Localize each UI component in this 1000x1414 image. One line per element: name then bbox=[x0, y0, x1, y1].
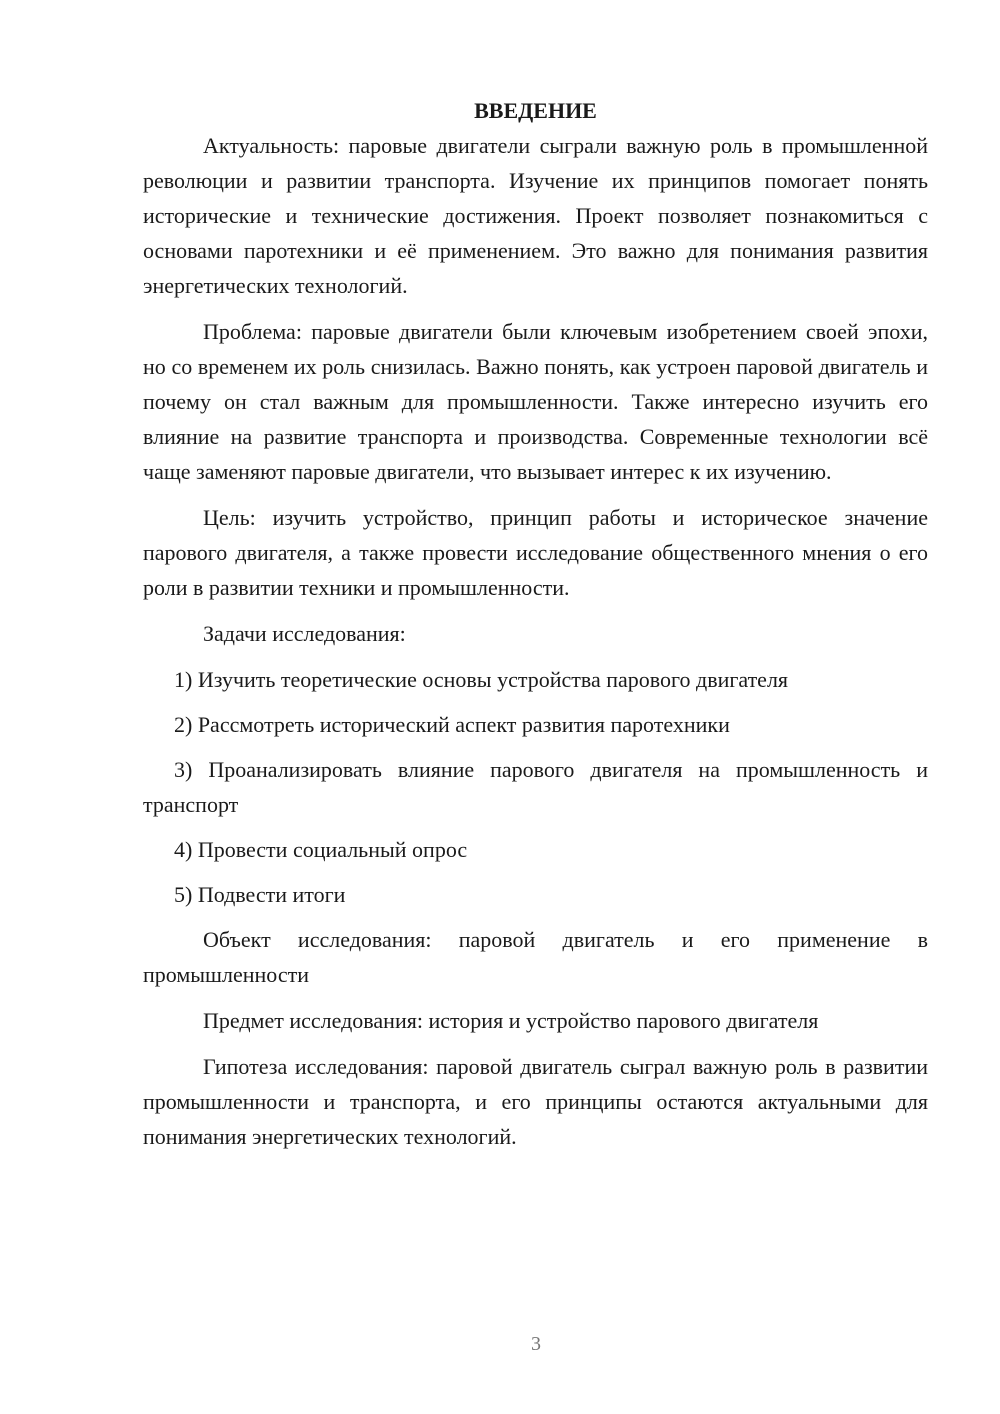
page-number: 3 bbox=[531, 1333, 541, 1355]
tasks-heading: Задачи исследования: bbox=[203, 621, 406, 646]
paragraph-problem: Проблема: паровые двигатели были ключевым изобретением своей эпохи, но со временем их роль снизилась. Важно понять, как устроен паровой двигатель и почему он стал важным для промышленности. Также интересно изучить его влияние на развитие транспорта и производства. Современные технологии всё чаще заменяют паровые двигатели, что вызывает интерес к их изучению. bbox=[143, 319, 928, 484]
list-item: 2) Рассмотреть исторический аспект развития паротехники bbox=[174, 712, 730, 737]
list-item: 5) Подвести итоги bbox=[174, 882, 346, 907]
paragraph-subject: Предмет исследования: история и устройство парового двигателя bbox=[203, 1008, 819, 1033]
paragraph-hypothesis: Гипотеза исследования: паровой двигатель сыграл важную роль в развитии промышленности и транспорта, и его принципы остаются актуальными для понимания энергетических технологий. bbox=[143, 1054, 928, 1149]
page-content bbox=[143, 94, 928, 1165]
section-title: ВВЕДЕНИЕ bbox=[474, 98, 597, 123]
paragraph-relevance: Актуальность: паровые двигатели сыграли важную роль в промышленной революции и развитии транспорта. Изучение их принципов помогает понять исторические и технические достижения. Проект позволяет познакомиться с основами паротехники и её применением. Это важно для понимания развития энергетических технологий. bbox=[143, 133, 928, 298]
list-item: 1) Изучить теоретические основы устройства парового двигателя bbox=[174, 667, 789, 692]
paragraph-goal: Цель: изучить устройство, принцип работы и историческое значение парового двигателя, а также провести исследование общественного мнения о его роли в развитии техники и промышленности. bbox=[143, 505, 928, 600]
paragraph-object: Объект исследования: паровой двигатель и его применение в промышленности bbox=[143, 927, 928, 987]
list-item: 4) Провести социальный опрос bbox=[174, 837, 468, 862]
list-item: 3) Проанализировать влияние парового двигателя на промышленность и транспорт bbox=[143, 757, 928, 817]
